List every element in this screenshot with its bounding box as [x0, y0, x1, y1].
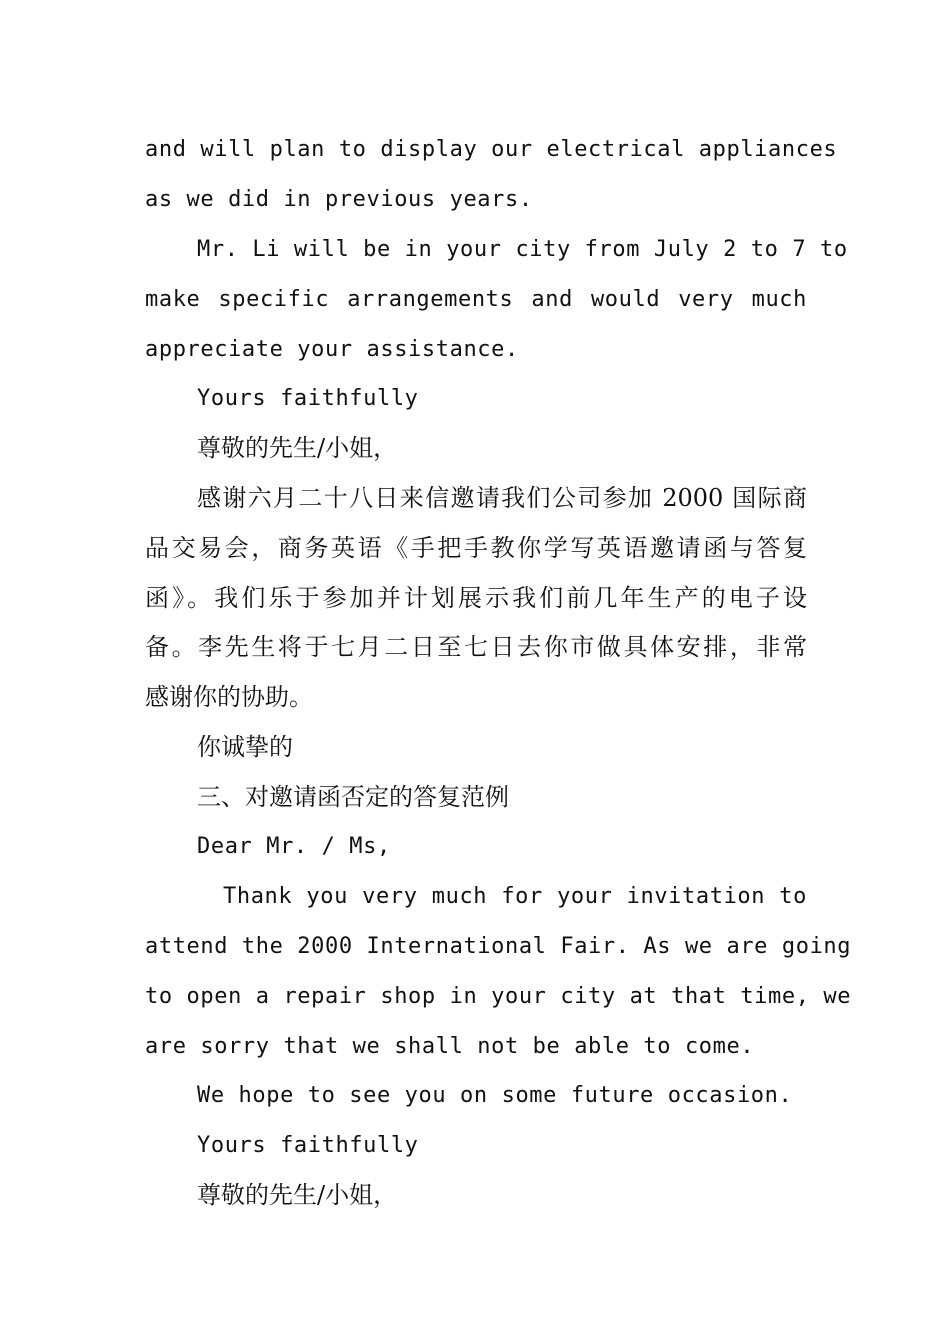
text-line: We hope to see you on some future occasion.: [197, 1083, 793, 1108]
text-line: 备。李先生将于七月二日至七日去你市做具体安排，非常: [145, 633, 807, 661]
section-heading: 三、对邀请函否定的答复范例: [197, 783, 509, 811]
text-line: Dear Mr. / Ms,: [197, 834, 391, 859]
text-line: Yours faithfully: [197, 1133, 419, 1158]
text-line: Yours faithfully: [197, 386, 419, 411]
text-line: and will plan to display our electrical appliances: [145, 137, 838, 162]
text-line: 你诚挚的: [197, 733, 293, 761]
text-line: as we did in previous years.: [145, 187, 533, 212]
text-line: to open a repair shop in your city at that time, we: [145, 984, 852, 1009]
text-line: are sorry that we shall not be able to come.: [145, 1034, 755, 1059]
text-line: 品交易会，商务英语《手把手教你学写英语邀请函与答复: [145, 534, 807, 562]
text-line: 感谢你的协助。: [145, 683, 313, 711]
text-line: 尊敬的先生/小姐，: [197, 1181, 398, 1209]
text-line: attend the 2000 International Fair. As we are going: [145, 934, 852, 959]
text-line: 函》。我们乐于参加并计划展示我们前几年生产的电子设: [145, 584, 807, 612]
text-line: make specific arrangements and would very much: [145, 287, 807, 312]
text-line: Mr. Li will be in your city from July 2 to 7 to: [197, 237, 848, 262]
text-line: 尊敬的先生/小姐，: [197, 434, 398, 462]
text-line: Thank you very much for your invitation to: [223, 884, 807, 909]
text-line: appreciate your assistance.: [145, 337, 519, 362]
text-line: 感谢六月二十八日来信邀请我们公司参加 2000 国际商: [197, 484, 807, 512]
